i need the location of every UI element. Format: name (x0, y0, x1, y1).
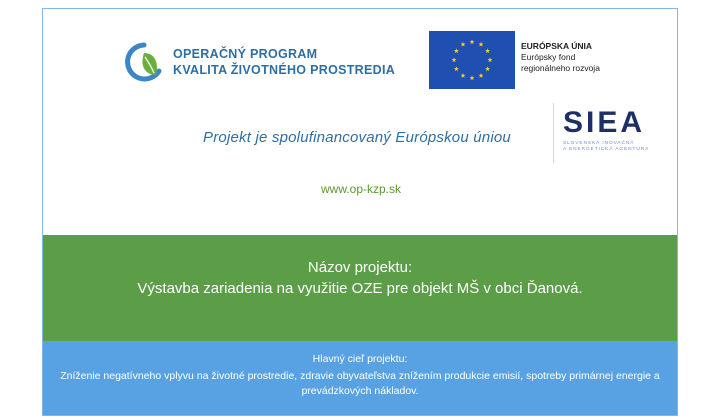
op-logo-line1: OPERAČNÝ PROGRAM (173, 47, 318, 61)
op-kzp-logo (123, 41, 395, 83)
project-goal-band (43, 341, 677, 415)
eu-star-icon (479, 42, 484, 47)
eu-star-icon (470, 75, 475, 80)
cofinancing-tagline: Projekt je spolufinancovaný Európskou úniou (203, 129, 511, 146)
eu-stars-icon (429, 31, 515, 89)
logo-divider (553, 103, 554, 163)
eu-star-icon (461, 42, 466, 47)
eu-star-icon (470, 39, 475, 44)
eu-fund-label (521, 41, 600, 74)
eu-title: EURÓPSKA ÚNIA (521, 41, 592, 51)
leaf-swirl-icon (123, 41, 165, 83)
eu-star-icon (461, 73, 466, 78)
siea-subtitle-line1: SLOVENSKÁ INOVAČNÁ (563, 141, 635, 146)
eu-fund-line1: Európsky fond (521, 52, 576, 62)
project-information-board (42, 8, 678, 416)
eu-fund-line2: regionálneho rozvoja (521, 63, 600, 73)
siea-wordmark: SIEA (563, 106, 646, 139)
eu-star-icon (485, 48, 490, 53)
project-name-band (43, 235, 677, 341)
project-name-label: Názov projektu: (307, 259, 413, 276)
eu-star-icon (485, 66, 490, 71)
siea-logo (563, 107, 669, 153)
project-goal-text: Zníženie negatívneho vplyvu na životné prostredie, zdravie obyvateľstva znížením produkcie emisií, spotreby primárnej energie a prevádzkových nákladov. (60, 370, 660, 397)
eu-flag-icon (429, 31, 515, 89)
siea-subtitle-line2: A ENERGETICKÁ AGENTÚRA (563, 147, 650, 152)
eu-star-icon (454, 66, 459, 71)
website-link[interactable]: www.op-kzp.sk (320, 182, 402, 196)
op-logo-line2: KVALITA ŽIVOTNÉHO PROSTREDIA (173, 63, 396, 77)
eu-star-icon (454, 48, 459, 53)
eu-star-icon (452, 57, 457, 62)
eu-star-icon (479, 73, 484, 78)
project-goal-label: Hlavný cieľ projektu: (312, 353, 408, 365)
eu-star-icon (488, 57, 493, 62)
project-name: Výstavba zariadenia na využitie OZE pre objekt MŠ v obci Ďanová. (137, 280, 583, 297)
